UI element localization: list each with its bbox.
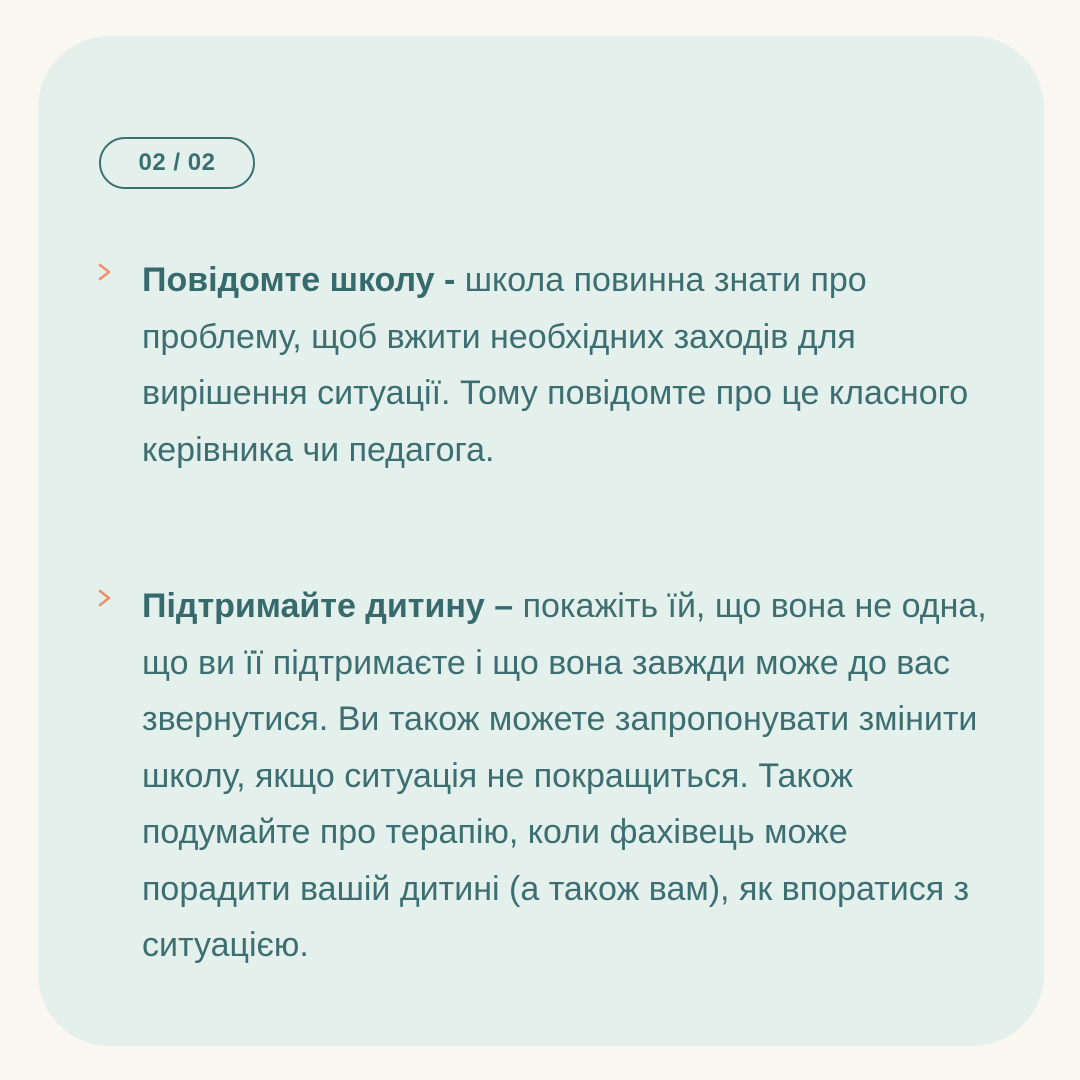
list-item-heading: Підтримайте дитину – — [142, 587, 514, 625]
list-item — [142, 252, 992, 478]
chevron-right-icon — [96, 588, 114, 608]
list-item — [142, 578, 992, 974]
chevron-right-icon — [96, 262, 114, 282]
page-indicator: 02 / 02 — [99, 137, 255, 189]
list-item-heading: Повідомте школу - — [142, 261, 456, 299]
list-item-text: школа повинна знати про проблему, щоб вжити необхідних заходів для вирішення ситуації. Тому повідомте про це класного керівника чи педагога. — [142, 261, 969, 469]
list-item-text: покажіть їй, що вона не одна, що ви її підтримаєте і що вона завжди може до вас звернутися. Ви також можете запропонувати змінити школу, якщо ситуація не покращиться. Також подумайте про терапію, коли фахівець може порадити вашій дитині (а також вам), як впоратися з ситуацією. — [142, 587, 987, 964]
